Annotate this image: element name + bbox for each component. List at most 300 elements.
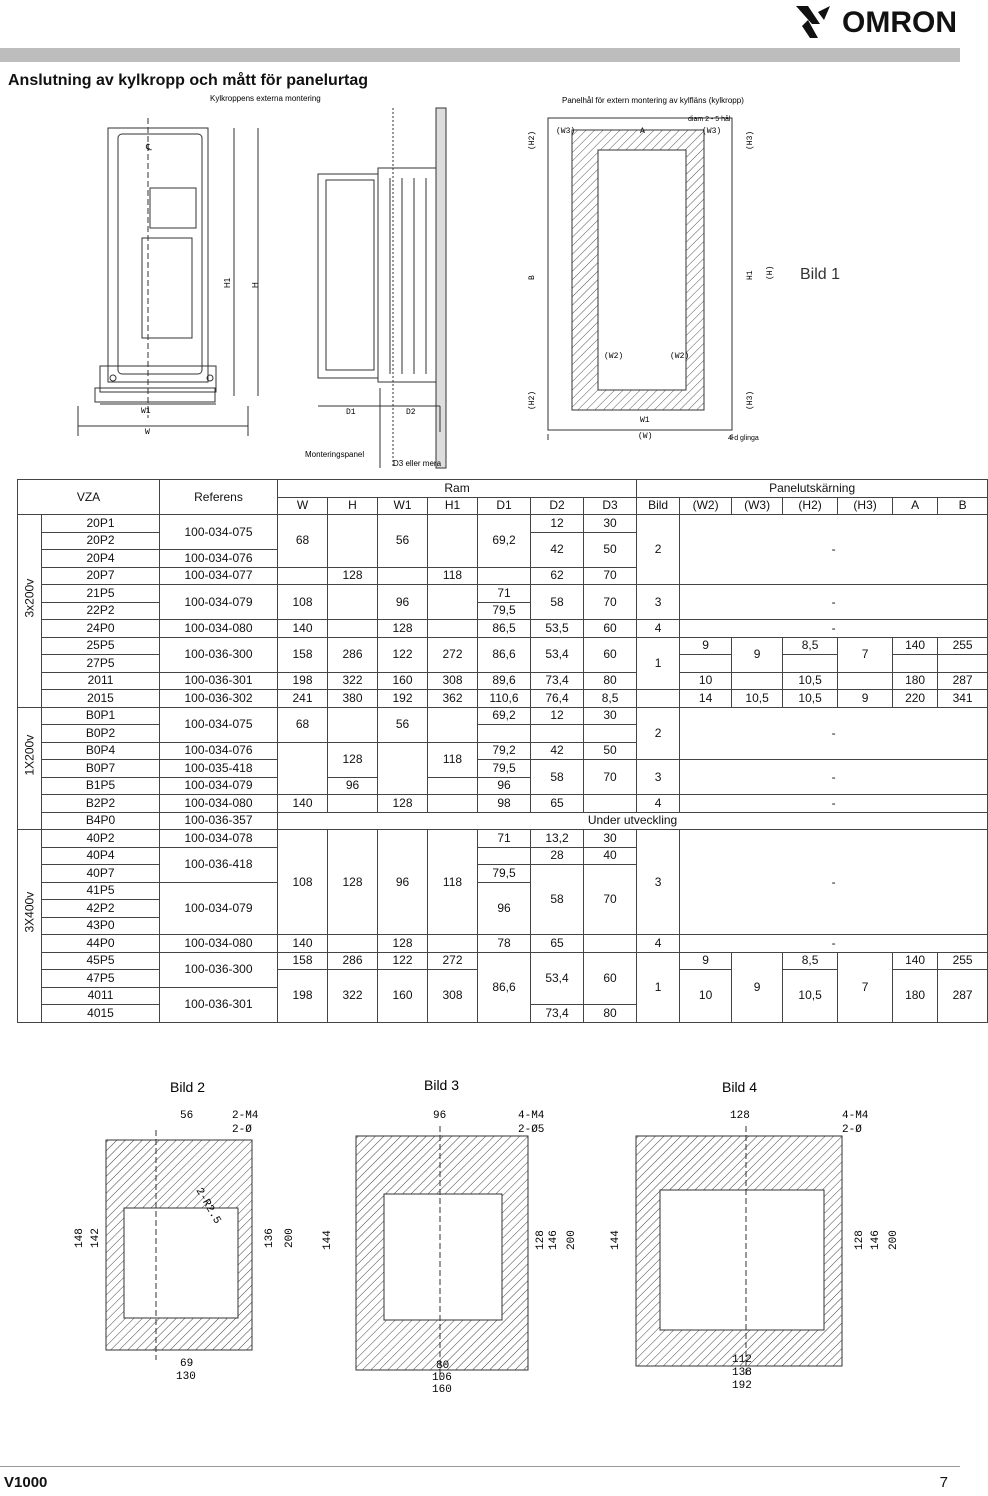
table-cell bbox=[428, 585, 478, 620]
dimension-label: 160 bbox=[432, 1384, 452, 1396]
table-cell: 80 bbox=[584, 1005, 637, 1023]
table-cell: 308 bbox=[428, 672, 478, 690]
table-cell bbox=[328, 585, 378, 620]
table-cell: 86,5 bbox=[478, 620, 531, 638]
group-label: 1X200v bbox=[18, 707, 42, 830]
page-number: 7 bbox=[939, 1474, 948, 1491]
col-referens: Referens bbox=[160, 480, 278, 515]
table-cell: B4P0 bbox=[42, 812, 160, 830]
table-cell: 20P1 bbox=[42, 515, 160, 533]
dimension-label: 200 bbox=[566, 1230, 578, 1250]
dim-h: H bbox=[251, 282, 260, 288]
table-cell: 96 bbox=[378, 585, 428, 620]
table-row bbox=[18, 830, 988, 848]
table-cell: 272 bbox=[428, 952, 478, 970]
dimension-label: 2-M4 bbox=[232, 1110, 259, 1122]
table-cell bbox=[680, 655, 732, 673]
bild-1-label: Bild 1 bbox=[800, 266, 841, 283]
dim-w3-left: (W3) bbox=[556, 127, 576, 136]
table-cell: 100-034-079 bbox=[160, 882, 278, 935]
table-row bbox=[18, 935, 988, 953]
table-cell: 25P5 bbox=[42, 637, 160, 655]
table-cell: 13,2 bbox=[531, 830, 584, 848]
side-view bbox=[318, 108, 446, 468]
table-cell: 10,5 bbox=[783, 672, 838, 690]
table-cell: 198 bbox=[278, 672, 328, 690]
table-cell: 100-036-418 bbox=[160, 847, 278, 882]
table-cell: - bbox=[680, 585, 988, 620]
table-cell: 30 bbox=[584, 515, 637, 533]
table-cell: 1 bbox=[637, 637, 680, 690]
table-cell: 60 bbox=[584, 952, 637, 1005]
table-cell: B0P2 bbox=[42, 725, 160, 743]
bild-3 bbox=[322, 1077, 578, 1396]
table-cell: 128 bbox=[328, 742, 378, 777]
table-cell: 79,5 bbox=[478, 602, 531, 620]
table-cell: 79,5 bbox=[478, 760, 531, 778]
dim-w1-panel: W1 bbox=[640, 416, 650, 425]
dim-d1: D1 bbox=[346, 408, 356, 417]
table-cell: 96 bbox=[478, 777, 531, 795]
table-cell: 10,5 bbox=[732, 690, 783, 708]
table-cell: 65 bbox=[531, 935, 584, 953]
table-cell: 9 bbox=[732, 637, 783, 672]
dimension-label: 2-R2.5 bbox=[192, 1186, 223, 1227]
table-cell: 53,4 bbox=[531, 952, 584, 1005]
table-cell: 108 bbox=[278, 585, 328, 620]
table-cell: 108 bbox=[278, 830, 328, 935]
col-panelutskarning: Panelutskärning bbox=[637, 480, 988, 498]
table-cell: 220 bbox=[893, 690, 938, 708]
col-w3: (W3) bbox=[732, 497, 783, 515]
omron-logo bbox=[790, 2, 960, 42]
dimension-label: 144 bbox=[610, 1230, 622, 1250]
dimension-label: 4-M4 bbox=[518, 1110, 545, 1122]
table-cell: 58 bbox=[531, 585, 584, 620]
table-row bbox=[18, 672, 988, 690]
centerline-icon: ℄ bbox=[146, 142, 152, 152]
col-h2: (H2) bbox=[783, 497, 838, 515]
table-cell bbox=[328, 620, 378, 638]
table-cell: 362 bbox=[428, 690, 478, 708]
caption-mounting-panel: Monteringspanel bbox=[305, 450, 365, 459]
table-cell: 80 bbox=[584, 672, 637, 690]
table-cell: 8,5 bbox=[584, 690, 637, 708]
table-cell bbox=[428, 515, 478, 568]
table-cell: 40P4 bbox=[42, 847, 160, 865]
table-cell: - bbox=[680, 760, 988, 795]
table-cell: 100-034-076 bbox=[160, 550, 278, 568]
table-cell: 160 bbox=[378, 672, 428, 690]
table-cell: 308 bbox=[428, 970, 478, 1023]
dimension-label: 106 bbox=[432, 1372, 452, 1384]
table-cell bbox=[584, 795, 637, 813]
table-cell: 71 bbox=[478, 585, 531, 603]
dimension-label: 128 bbox=[730, 1110, 750, 1122]
table-cell: 7 bbox=[838, 952, 893, 1022]
table-cell: 118 bbox=[428, 742, 478, 777]
figure-1-heatsink-mounting bbox=[0, 88, 960, 473]
dim-a: A bbox=[640, 127, 645, 136]
front-view bbox=[78, 118, 258, 436]
table-cell: 2015 bbox=[42, 690, 160, 708]
dim-h3-top: (H3) bbox=[746, 130, 755, 150]
table-cell: 96 bbox=[328, 777, 378, 795]
table-row bbox=[18, 690, 988, 708]
dimension-label: 4-M4 bbox=[842, 1110, 869, 1122]
table-cell: 122 bbox=[378, 952, 428, 970]
dimension-label: 138 bbox=[732, 1367, 752, 1379]
dim-w2-right: (W2) bbox=[670, 352, 690, 361]
col-d2: D2 bbox=[531, 497, 584, 515]
dimension-label: 200 bbox=[888, 1230, 900, 1250]
table-cell: 1 bbox=[637, 952, 680, 1022]
table-cell: B0P4 bbox=[42, 742, 160, 760]
dimension-label: 80 bbox=[436, 1360, 450, 1372]
table-cell: - bbox=[680, 830, 988, 935]
table-cell bbox=[938, 655, 988, 673]
table-cell: B0P7 bbox=[42, 760, 160, 778]
table-row bbox=[18, 952, 988, 970]
table-cell: 10 bbox=[680, 970, 732, 1023]
table-cell bbox=[478, 567, 531, 585]
dimension-label: 69 bbox=[180, 1358, 194, 1370]
col-vza: VZA bbox=[18, 480, 160, 515]
table-cell: 100-034-077 bbox=[160, 567, 278, 585]
bild-figures bbox=[0, 1070, 960, 1400]
table-cell: Under utveckling bbox=[278, 812, 988, 830]
table-cell: 62 bbox=[531, 567, 584, 585]
dimension-label: 144 bbox=[322, 1230, 334, 1250]
caption-external: Kylkroppens externa montering bbox=[210, 94, 321, 103]
table-cell: 41P5 bbox=[42, 882, 160, 900]
table-cell: 20P7 bbox=[42, 567, 160, 585]
table-cell: 68 bbox=[278, 707, 328, 742]
table-cell: 14 bbox=[680, 690, 732, 708]
table-cell: 3 bbox=[637, 760, 680, 795]
table-cell: 100-036-357 bbox=[160, 812, 278, 830]
table-cell: 380 bbox=[328, 690, 378, 708]
dim-d2: D2 bbox=[406, 408, 416, 417]
table-cell: 322 bbox=[328, 970, 378, 1023]
table-cell: 100-036-300 bbox=[160, 637, 278, 672]
dim-h-panel: (H) bbox=[766, 265, 775, 280]
table-cell: 21P5 bbox=[42, 585, 160, 603]
dimension-label: 192 bbox=[732, 1380, 752, 1392]
col-bild: Bild bbox=[637, 497, 680, 515]
dimension-label: 148 bbox=[74, 1228, 86, 1248]
brand-wordmark: OMRON bbox=[842, 6, 957, 39]
table-cell: 4 bbox=[637, 935, 680, 953]
table-cell: 79,5 bbox=[478, 865, 531, 883]
table-cell: 118 bbox=[428, 567, 478, 585]
table-cell: 42P2 bbox=[42, 900, 160, 918]
col-ram: Ram bbox=[278, 480, 637, 498]
table-cell: 286 bbox=[328, 952, 378, 970]
table-cell: 73,4 bbox=[531, 1005, 584, 1023]
table-cell: 100-034-078 bbox=[160, 830, 278, 848]
caption-d3: D3 eller mera bbox=[393, 459, 442, 468]
dim-h2-top: (H2) bbox=[528, 130, 537, 150]
table-cell: 128 bbox=[378, 935, 428, 953]
table-cell: 40 bbox=[584, 847, 637, 865]
table-cell: 30 bbox=[584, 830, 637, 848]
table-cell: 286 bbox=[328, 637, 378, 672]
table-cell: 10,5 bbox=[783, 690, 838, 708]
dimension-label: 136 bbox=[264, 1228, 276, 1248]
table-cell: 30 bbox=[584, 707, 637, 725]
table-cell: 9 bbox=[680, 637, 732, 655]
table-cell bbox=[838, 672, 893, 690]
col-a: A bbox=[893, 497, 938, 515]
table-cell: 50 bbox=[584, 742, 637, 760]
table-cell: 9 bbox=[838, 690, 893, 708]
table-cell bbox=[478, 847, 531, 865]
table-row bbox=[18, 620, 988, 638]
table-cell: 70 bbox=[584, 760, 637, 795]
table-cell bbox=[378, 742, 428, 795]
table-cell: 198 bbox=[278, 970, 328, 1023]
table-cell: 96 bbox=[378, 830, 428, 935]
table-cell: 28 bbox=[531, 847, 584, 865]
dimension-label: 128 bbox=[854, 1230, 866, 1250]
table-cell bbox=[428, 935, 478, 953]
table-cell bbox=[428, 777, 478, 795]
bild-4-title: Bild 4 bbox=[722, 1079, 758, 1095]
table-cell: 158 bbox=[278, 952, 328, 970]
table-cell: 40P2 bbox=[42, 830, 160, 848]
table-row bbox=[18, 585, 988, 603]
table-cell bbox=[428, 707, 478, 742]
table-cell: 69,2 bbox=[478, 707, 531, 725]
header-bar bbox=[0, 48, 960, 62]
table-cell bbox=[893, 655, 938, 673]
table-cell: 20P2 bbox=[42, 532, 160, 550]
table-row bbox=[18, 812, 988, 830]
dim-h1: H1 bbox=[223, 277, 232, 288]
dim-h2-bottom: (H2) bbox=[528, 390, 537, 410]
table-row bbox=[18, 760, 988, 778]
table-cell: 86,6 bbox=[478, 637, 531, 672]
table-cell bbox=[428, 795, 478, 813]
table-cell: 65 bbox=[531, 795, 584, 813]
table-cell: 122 bbox=[378, 637, 428, 672]
table-cell bbox=[328, 515, 378, 568]
table-cell: 160 bbox=[378, 970, 428, 1023]
table-cell: 3 bbox=[637, 585, 680, 620]
table-cell: B2P2 bbox=[42, 795, 160, 813]
table-cell: 100-034-076 bbox=[160, 742, 278, 760]
table-cell: 8,5 bbox=[783, 637, 838, 655]
table-cell: 100-034-075 bbox=[160, 515, 278, 550]
table-cell: B0P1 bbox=[42, 707, 160, 725]
spec-table bbox=[17, 479, 988, 1023]
table-cell bbox=[328, 795, 378, 813]
table-cell: 73,4 bbox=[531, 672, 584, 690]
table-cell: 44P0 bbox=[42, 935, 160, 953]
table-cell bbox=[428, 620, 478, 638]
panel-cut-view bbox=[548, 118, 732, 440]
table-cell: - bbox=[680, 935, 988, 953]
page-title: Anslutning av kylkropp och mått för panelurtag bbox=[8, 72, 369, 89]
table-cell: 255 bbox=[938, 637, 988, 655]
table-cell: 100-034-075 bbox=[160, 707, 278, 742]
table-cell: 12 bbox=[531, 707, 584, 725]
table-cell: 192 bbox=[378, 690, 428, 708]
table-cell: 20P4 bbox=[42, 550, 160, 568]
dim-b: B bbox=[528, 275, 537, 280]
table-cell: 56 bbox=[378, 515, 428, 568]
table-cell: 60 bbox=[584, 637, 637, 672]
bild-3-title: Bild 3 bbox=[424, 1077, 460, 1093]
dim-w: W bbox=[145, 428, 150, 437]
omron-swoosh-icon bbox=[796, 6, 820, 38]
table-cell: 10,5 bbox=[783, 970, 838, 1023]
table-cell: 89,6 bbox=[478, 672, 531, 690]
table-cell: 100-036-301 bbox=[160, 672, 278, 690]
dimension-label: 146 bbox=[870, 1230, 882, 1250]
table-cell: 96 bbox=[478, 882, 531, 935]
table-cell: 180 bbox=[893, 672, 938, 690]
table-row bbox=[18, 515, 988, 533]
group-label: 3x200v bbox=[18, 515, 42, 708]
table-cell: 50 bbox=[584, 532, 637, 567]
table-cell: - bbox=[680, 795, 988, 813]
table-cell: 4015 bbox=[42, 1005, 160, 1023]
table-cell: 100-036-301 bbox=[160, 987, 278, 1022]
table-cell: 56 bbox=[378, 707, 428, 742]
table-cell bbox=[278, 742, 328, 795]
table-cell bbox=[584, 725, 637, 743]
table-cell: 2011 bbox=[42, 672, 160, 690]
dimension-label: 2-Ø5 bbox=[518, 1124, 545, 1136]
table-cell: 69,2 bbox=[478, 515, 531, 568]
table-cell bbox=[783, 655, 838, 673]
table-cell: 4 bbox=[637, 620, 680, 638]
table-cell bbox=[732, 672, 783, 690]
table-cell: 100-034-079 bbox=[160, 777, 278, 795]
table-cell: 100-036-300 bbox=[160, 952, 278, 987]
table-cell: 140 bbox=[278, 795, 328, 813]
table-cell: 140 bbox=[278, 620, 328, 638]
col-d3: D3 bbox=[584, 497, 637, 515]
table-cell: 68 bbox=[278, 515, 328, 568]
table-cell: 2 bbox=[637, 515, 680, 585]
table-cell: 86,6 bbox=[478, 952, 531, 1022]
col-b: B bbox=[938, 497, 988, 515]
table-cell: 12 bbox=[531, 515, 584, 533]
caption-panel-hole: Panelhål för extern montering av kylfläns (kylkropp) bbox=[562, 96, 744, 105]
col-h1: H1 bbox=[428, 497, 478, 515]
table-cell: 9 bbox=[732, 952, 783, 1022]
bild-4 bbox=[610, 1079, 900, 1392]
dim-h3-bottom: (H3) bbox=[746, 390, 755, 410]
table-cell: 100-034-080 bbox=[160, 620, 278, 638]
dimension-label: 146 bbox=[548, 1230, 560, 1250]
table-cell: 42 bbox=[531, 532, 584, 567]
table-cell: 4011 bbox=[42, 987, 160, 1005]
table-row bbox=[18, 707, 988, 725]
table-cell bbox=[478, 725, 531, 743]
table-cell: 27P5 bbox=[42, 655, 160, 673]
dim-w-panel: (W) bbox=[638, 432, 653, 441]
group-label: 3X400v bbox=[18, 830, 42, 1023]
dim-h1-panel: H1 bbox=[746, 270, 755, 280]
table-cell: 100-036-302 bbox=[160, 690, 278, 708]
table-cell: 272 bbox=[428, 637, 478, 672]
table-cell: 287 bbox=[938, 672, 988, 690]
table-cell: 45P5 bbox=[42, 952, 160, 970]
caption-glinga: 4-d glinga bbox=[728, 435, 759, 442]
dim-w2-left: (W2) bbox=[604, 352, 624, 361]
table-row bbox=[18, 795, 988, 813]
table-cell: 47P5 bbox=[42, 970, 160, 988]
table-row bbox=[18, 637, 988, 655]
table-cell: 71 bbox=[478, 830, 531, 848]
table-cell: 24P0 bbox=[42, 620, 160, 638]
table-cell: 287 bbox=[938, 970, 988, 1023]
table-cell: 76,4 bbox=[531, 690, 584, 708]
table-cell: 7 bbox=[838, 637, 893, 672]
table-cell: 43P0 bbox=[42, 917, 160, 935]
table-cell: 100-034-080 bbox=[160, 935, 278, 953]
table-cell bbox=[278, 567, 328, 585]
table-cell: 58 bbox=[531, 865, 584, 935]
table-cell: 98 bbox=[478, 795, 531, 813]
table-cell: 8,5 bbox=[783, 952, 838, 970]
table-cell bbox=[328, 707, 378, 742]
table-cell: 140 bbox=[893, 952, 938, 970]
table-cell: 128 bbox=[378, 620, 428, 638]
table-cell bbox=[584, 935, 637, 953]
table-cell: 4 bbox=[637, 795, 680, 813]
bild-2 bbox=[74, 1079, 296, 1383]
table-cell: 100-034-080 bbox=[160, 795, 278, 813]
table-cell: 70 bbox=[584, 585, 637, 620]
table-cell: - bbox=[680, 515, 988, 585]
table-cell: 42 bbox=[531, 742, 584, 760]
table-cell: 322 bbox=[328, 672, 378, 690]
table-cell bbox=[378, 567, 428, 585]
table-cell bbox=[531, 725, 584, 743]
col-d1: D1 bbox=[478, 497, 531, 515]
dimension-label: 96 bbox=[433, 1110, 447, 1122]
table-cell: 128 bbox=[328, 567, 378, 585]
table-cell: 2 bbox=[637, 707, 680, 760]
table-cell: 10 bbox=[680, 672, 732, 690]
table-cell: 79,2 bbox=[478, 742, 531, 760]
table-cell: 255 bbox=[938, 952, 988, 970]
table-cell: 128 bbox=[328, 830, 378, 935]
table-cell: 58 bbox=[531, 760, 584, 795]
table-cell bbox=[328, 935, 378, 953]
table-cell: 22P2 bbox=[42, 602, 160, 620]
dimension-label: 142 bbox=[90, 1228, 102, 1248]
dimension-label: 2-Ø bbox=[842, 1124, 862, 1136]
table-cell: 100-035-418 bbox=[160, 760, 278, 778]
table-cell: 60 bbox=[584, 620, 637, 638]
table-cell: 40P7 bbox=[42, 865, 160, 883]
dimension-label: 112 bbox=[732, 1354, 752, 1366]
table-cell: 70 bbox=[584, 567, 637, 585]
table-cell: 53,4 bbox=[531, 637, 584, 672]
col-w: W bbox=[278, 497, 328, 515]
col-h: H bbox=[328, 497, 378, 515]
footer-product: V1000 bbox=[4, 1474, 48, 1491]
table-cell: - bbox=[680, 620, 988, 638]
table-cell: 100-034-079 bbox=[160, 585, 278, 620]
table-cell bbox=[637, 690, 680, 708]
